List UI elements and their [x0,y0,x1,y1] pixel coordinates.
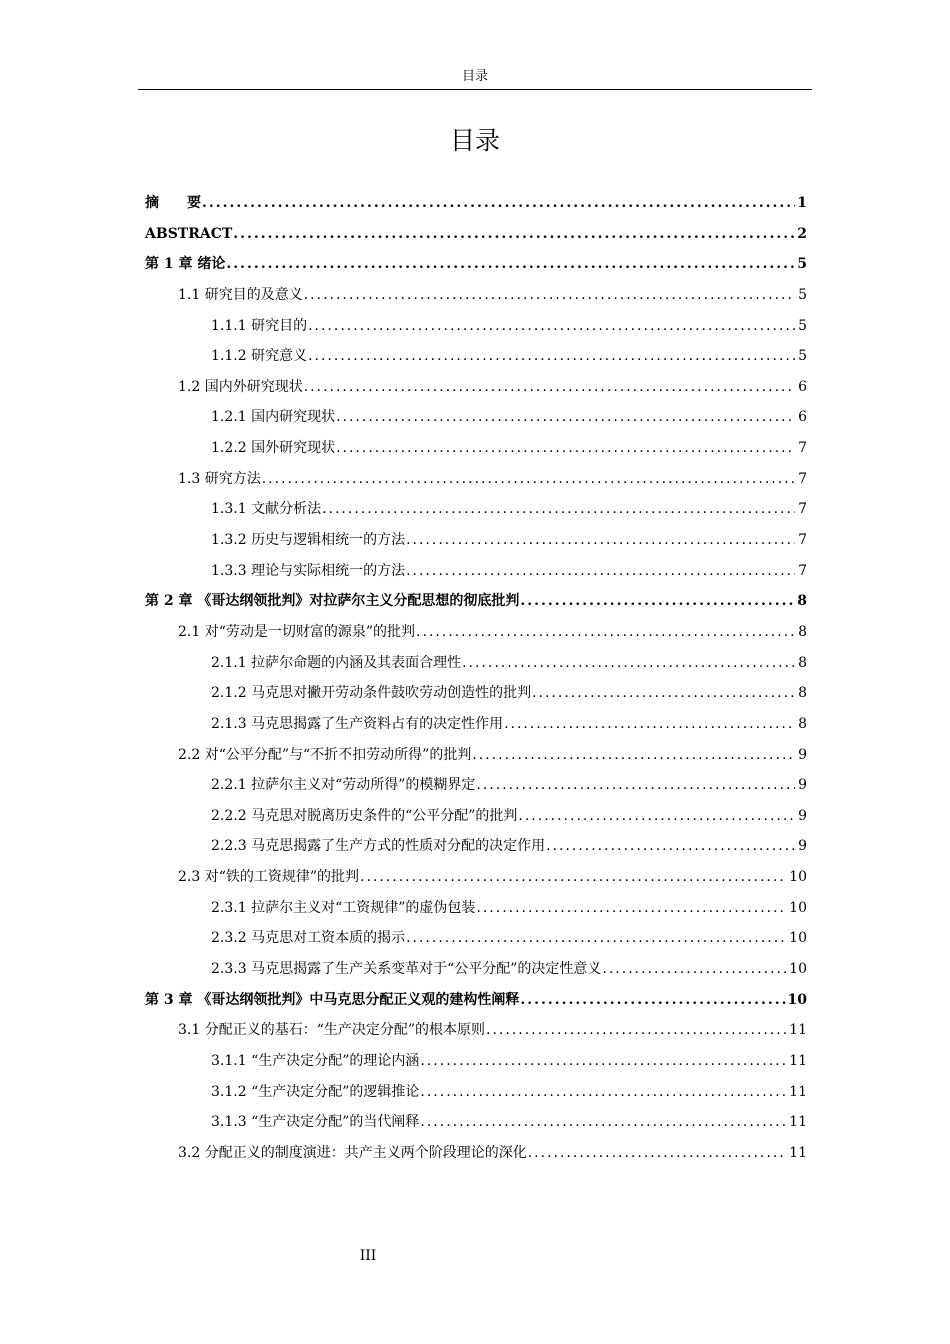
toc-entry[interactable] [145,954,807,985]
toc-entry-page-number: 6 [798,378,807,395]
toc-entry-page-number: 10 [789,961,807,978]
toc-entry[interactable] [145,831,807,862]
toc-leader-dots [405,923,787,954]
toc-entry-page-number: 9 [798,807,807,824]
toc-entry-page-number: 9 [798,777,807,794]
toc-entry[interactable] [145,617,807,648]
toc-leader-dots [307,341,795,372]
toc-leader-dots [519,985,785,1016]
toc-entry[interactable] [145,464,807,495]
toc-entry[interactable] [145,1015,807,1046]
toc-entry-page-number: 5 [797,256,807,273]
toc-entry[interactable] [145,985,807,1016]
toc-entry-page-number: 8 [798,654,807,671]
toc-entry-page-number: 2 [797,225,807,242]
toc-leader-dots [405,556,795,587]
toc-entry[interactable] [145,586,807,617]
toc-entry[interactable] [145,770,807,801]
toc-entry-title: 2.1.3 马克思揭露了生产资料占有的决定性作用 [211,715,504,732]
toc-leader-dots [419,1077,787,1108]
toc-leader-dots [201,188,795,219]
toc-entry-title: 2.1 对“劳动是一切财富的源泉”的批判 [178,623,416,640]
toc-leader-dots [419,1107,787,1138]
toc-entry-title: 1.3.2 历史与逻辑相统一的方法 [211,532,406,549]
toc-entry-page-number: 11 [789,1083,807,1100]
toc-leader-dots [225,249,795,280]
toc-leader-dots [303,372,795,403]
toc-entry-title: 1.3.3 理论与实际相统一的方法 [211,562,406,579]
toc-leader-dots [261,464,795,495]
toc-entry-title: 2.3.3 马克思揭露了生产关系变革对于“公平分配”的决定性意义 [211,961,602,978]
toc-entry-title: ABSTRACT [145,225,233,242]
toc-entry-page-number: 10 [787,991,807,1008]
toc-leader-dots [527,1138,787,1169]
running-header: 目录 [461,69,488,84]
toc-entry[interactable] [145,525,807,556]
toc-leader-dots [485,1015,787,1046]
toc-entry-title: 3.1.2 “生产决定分配”的逻辑推论 [211,1083,420,1100]
toc-entry-page-number: 11 [789,1052,807,1069]
toc-entry-title: 3.1.1 “生产决定分配”的理论内涵 [211,1052,420,1069]
toc-entry-page-number: 10 [789,869,807,886]
toc-entry[interactable] [145,494,807,525]
toc-leader-dots [303,280,795,311]
toc-entry-page-number: 5 [798,348,807,365]
toc-entry[interactable] [145,678,807,709]
toc-entry-title: 1.1.2 研究意义 [211,348,308,365]
toc-entry-title: 2.1.2 马克思对撇开劳动条件鼓吹劳动创造性的批判 [211,685,532,702]
toc-leader-dots [461,648,795,679]
toc-leader-dots [307,311,795,342]
toc-entry[interactable] [145,433,807,464]
page-title: 目录 [449,126,500,155]
toc-entry[interactable] [145,740,807,771]
toc-entry-title: 第 3 章 《哥达纲领批判》中马克思分配正义观的建构性阐释 [145,991,520,1008]
toc-entry-page-number: 5 [798,317,807,334]
toc-leader-dots [471,740,795,771]
toc-entry-title: 1.2.2 国外研究现状 [211,440,336,457]
toc-leader-dots [415,617,795,648]
toc-entry-title: 1.2.1 国内研究现状 [211,409,336,426]
toc-entry[interactable] [145,556,807,587]
toc-entry-title: 1.3 研究方法 [178,470,261,487]
toc-entry[interactable] [145,311,807,342]
toc-entry[interactable] [145,893,807,924]
toc-leader-dots [545,831,795,862]
toc-leader-dots [405,525,795,556]
toc-entry-title: 2.3.2 马克思对工资本质的揭示 [211,930,406,947]
toc-entry-page-number: 8 [798,623,807,640]
toc-entry-title: 2.2.2 马克思对脱离历史条件的“公平分配”的批判 [211,807,518,824]
toc-entry[interactable] [145,341,807,372]
toc-entry[interactable] [145,862,807,893]
toc-entry[interactable] [145,372,807,403]
toc-entry-page-number: 7 [798,562,807,579]
toc-entry-page-number: 1 [797,195,807,211]
toc-leader-dots [601,954,787,985]
toc-entry-title: 3.1.3 “生产决定分配”的当代阐释 [211,1114,420,1131]
toc-entry[interactable] [145,1046,807,1077]
toc-leader-dots [335,433,795,464]
toc-entry-page-number: 10 [789,930,807,947]
toc-entry[interactable] [145,1138,807,1169]
toc-leader-dots [519,586,795,617]
toc-entry-title: 2.2.3 马克思揭露了生产方式的性质对分配的决定作用 [211,838,546,855]
toc-entry-page-number: 7 [798,470,807,487]
toc-entry-page-number: 11 [789,1114,807,1131]
toc-entry[interactable] [145,188,807,219]
toc-leader-dots [531,678,795,709]
toc-leader-dots [321,494,795,525]
toc-leader-dots [503,709,795,740]
toc-entry-title: 第 1 章 绪论 [145,256,226,273]
toc-entry-title: 2.3.1 拉萨尔主义对“工资规律”的虚伪包装 [211,899,476,916]
toc-entry-title: 2.3 对“铁的工资规律”的批判 [178,869,360,886]
toc-entry[interactable] [145,402,807,433]
toc-entry-page-number: 9 [798,838,807,855]
toc-entry-page-number: 11 [789,1022,807,1039]
toc-leader-dots [232,219,795,250]
toc-entry-title: 2.1.1 拉萨尔命题的内涵及其表面合理性 [211,654,462,671]
toc-entry[interactable] [145,1107,807,1138]
toc-entry-title: 第 2 章 《哥达纲领批判》对拉萨尔主义分配思想的彻底批判 [145,593,520,610]
toc-entry[interactable] [145,219,807,250]
toc-entry[interactable] [145,923,807,954]
toc-entry[interactable] [145,249,807,280]
toc-entry-title: 1.1.1 研究目的 [211,317,308,334]
toc-entry-page-number: 11 [789,1144,807,1161]
toc-leader-dots [475,893,787,924]
toc-leader-dots [335,402,795,433]
toc-entry-page-number: 7 [798,501,807,518]
toc-entry-title: 1.3.1 文献分析法 [211,501,322,518]
header-rule [138,89,812,90]
toc-entry-page-number: 6 [798,409,807,426]
toc-leader-dots [517,801,795,832]
toc-entry-title: 2.2 对“公平分配”与“不折不扣劳动所得”的批判 [178,746,472,763]
toc-leader-dots [475,770,795,801]
toc-entry[interactable] [145,801,807,832]
toc-entry-page-number: 5 [798,286,807,303]
toc-entry-title: 2.2.1 拉萨尔主义对“劳动所得”的模糊界定 [211,777,476,794]
toc-entry-page-number: 8 [797,593,807,610]
toc-entry-page-number: 7 [798,440,807,457]
toc-entry-page-number: 10 [789,899,807,916]
toc-entry-page-number: 8 [798,715,807,732]
toc-entry-title: 3.2 分配正义的制度演进：共产主义两个阶段理论的深化 [178,1144,527,1161]
toc-entry-title: 1.1 研究目的及意义 [178,286,303,303]
toc-entry-page-number: 7 [798,532,807,549]
page-number: III [359,1248,377,1264]
table-of-contents [145,188,807,1169]
toc-entry-title: 3.1 分配正义的基石：“生产决定分配”的根本原则 [178,1022,486,1039]
toc-entry-title: 摘 要 [145,195,201,211]
toc-entry[interactable] [145,648,807,679]
toc-entry[interactable] [145,1077,807,1108]
toc-leader-dots [419,1046,787,1077]
toc-entry-page-number: 8 [798,685,807,702]
toc-entry[interactable] [145,709,807,740]
toc-entry-title: 1.2 国内外研究现状 [178,378,303,395]
toc-entry[interactable] [145,280,807,311]
toc-leader-dots [359,862,787,893]
toc-entry-page-number: 9 [798,746,807,763]
